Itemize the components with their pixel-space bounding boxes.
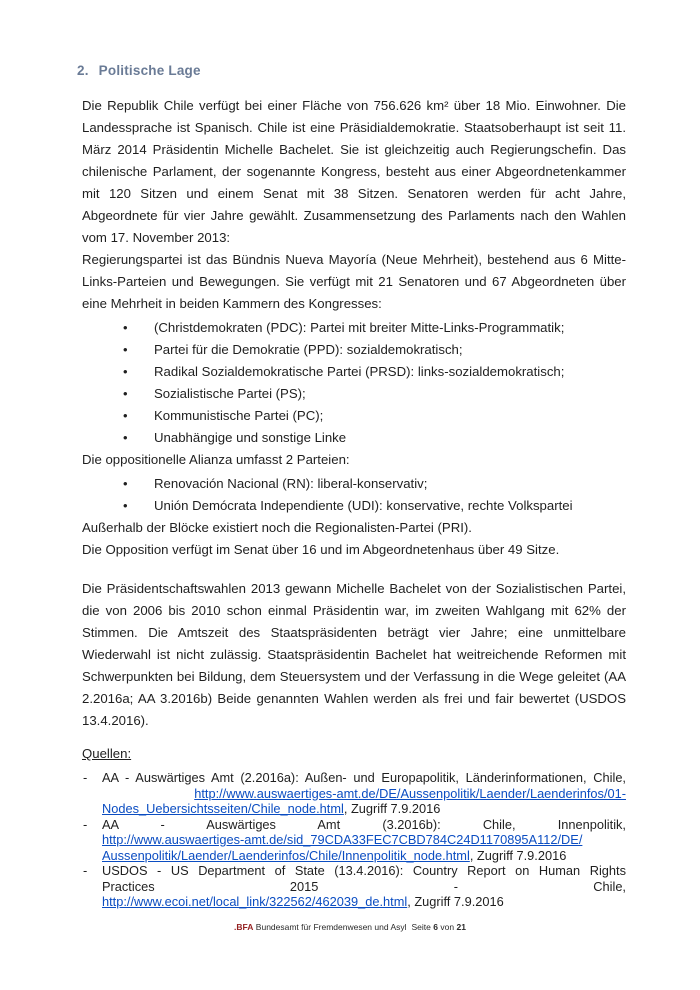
bullet-icon: • <box>123 476 128 491</box>
list-item <box>82 361 626 383</box>
source-entry <box>82 817 626 864</box>
footer-of-label: von <box>440 922 455 932</box>
source-link[interactable]: Nodes_Uebersichtsseiten/Chile_node.html <box>102 801 344 816</box>
footer-org-name: Bundesamt für Fremdenwesen und Asyl <box>255 922 407 932</box>
section-title: Politische Lage <box>98 63 201 78</box>
source-text: , Zugriff 7.9.2016 <box>343 801 441 816</box>
source-text-line <box>102 848 626 864</box>
source-link[interactable]: http://www.ecoi.net/local_link/322562/462039_de.html <box>102 894 408 909</box>
bullet-icon: • <box>123 342 128 357</box>
list-item <box>82 405 626 427</box>
majority-party-list <box>82 317 626 449</box>
page-footer <box>0 922 700 933</box>
source-text: , Zugriff 7.9.2016 <box>469 847 567 863</box>
footer-page-number: 6 <box>433 922 438 932</box>
source-link[interactable]: http://www.auswaertiges-amt.de/DE/Aussenpolitik/Laender/Laenderinfos/01- <box>194 785 626 801</box>
bullet-icon: • <box>123 430 128 445</box>
source-link[interactable]: Aussenpolitik/Laender/Laenderinfos/Chile/Innenpolitik_node.html <box>102 847 470 863</box>
source-body <box>102 863 626 910</box>
list-item-text: Kommunistische Partei (PC); <box>154 408 324 423</box>
source-text-line <box>102 863 626 879</box>
source-body <box>102 770 626 817</box>
bullet-icon: • <box>123 320 128 335</box>
source-text-line <box>102 786 626 802</box>
bfa-logo: .BFA <box>234 922 254 932</box>
dash-bullet: - <box>83 816 88 832</box>
bullet-icon: • <box>123 408 128 423</box>
list-item-text: Sozialistische Partei (PS); <box>154 386 306 401</box>
source-text-line <box>102 832 626 848</box>
list-item-text: Unabhängige und sonstige Linke <box>154 430 347 445</box>
list-item <box>82 339 626 361</box>
source-link[interactable]: http://www.auswaertiges-amt.de/sid_79CDA33FEC7CBD784C24D1170895A112/DE/ <box>102 832 583 847</box>
dash-bullet: - <box>83 863 88 878</box>
paragraph-government: Regierungspartei ist das Bündnis Nueva Mayoría (Neue Mehrheit), bestehend aus 6 Mitte-Links-Parteien und Bewegungen. Sie verfügt mit 21 Senatoren und 67 Abgeordneten über eine Mehrheit in beiden Kammern des Kongresses: <box>82 252 626 311</box>
list-item-text: Renovación Nacional (RN): liberal-konservativ; <box>154 476 428 491</box>
paragraph-opposition-intro: Die oppositionelle Alianza umfasst 2 Parteien: <box>82 452 350 467</box>
list-item <box>82 495 626 517</box>
list-item <box>82 317 626 339</box>
footer-page-label: Seite <box>411 922 431 932</box>
opposition-party-list <box>82 473 626 517</box>
list-item-text: Radikal Sozialdemokratische Partei (PRSD): links-sozialdemokratisch; <box>154 364 565 379</box>
source-entry <box>82 863 626 910</box>
paragraph-regional-party: Außerhalb der Blöcke existiert noch die Regionalisten-Partei (PRI). <box>82 520 472 535</box>
bullet-icon: • <box>123 498 128 513</box>
source-text: , Zugriff 7.9.2016 <box>407 894 504 909</box>
bullet-icon: • <box>123 386 128 401</box>
paragraph-opposition-seats: Die Opposition verfügt im Senat über 16 und im Abgeordnetenhaus über 49 Sitze. <box>82 542 560 557</box>
source-text-line <box>102 817 626 833</box>
section-heading <box>77 63 626 78</box>
source-text-line <box>102 894 626 910</box>
section-number: 2. <box>77 63 89 78</box>
list-item-text: (Christdemokraten (PDC): Partei mit breiter Mitte-Links-Programmatik; <box>154 320 565 335</box>
source-text: USDOS - US Department of State (13.4.2016): Country Report on Human Rights <box>102 863 626 878</box>
dash-bullet: - <box>83 770 88 785</box>
source-text: AA - Auswärtiges Amt (3.2016b): Chile, Innenpolitik, <box>102 816 626 832</box>
bullet-icon: • <box>123 364 128 379</box>
source-text: AA - Auswärtiges Amt (2.2016a): Außen- und Europapolitik, Länderinformationen, Chile, <box>102 770 626 785</box>
list-item <box>82 427 626 449</box>
list-item <box>82 473 626 495</box>
source-body <box>102 817 626 864</box>
paragraph-elections: Die Präsidentschaftswahlen 2013 gewann Michelle Bachelet von der Sozialistischen Partei, die von 2006 bis 2010 schon einmal Präsidentin war, im zweiten Wahlgang mit 62% der Stimmen. Die Amtszeit des Staatspräsidenten beträgt vier Jahre; eine unmittelbare Wiederwahl ist nicht zulässig. Staatspräsidentin Bachelet hat weitreichende Reformen mit Schwerpunkten bei Bildung, dem Steuersystem und der Verfassung in die Wege geleitet (AA 2.2016a; AA 3.2016b) Beide genannten Wahlen werden als frei und fair bewertet (USDOS 13.4.2016). <box>82 581 626 728</box>
source-text-line <box>102 879 626 895</box>
source-text-line <box>102 770 626 786</box>
sources-heading: Quellen: <box>82 746 132 761</box>
source-text: Practices 2015 - Chile, <box>102 878 626 894</box>
list-item <box>82 383 626 405</box>
source-text-line <box>102 801 626 817</box>
list-item-text: Partei für die Demokratie (PPD): sozialdemokratisch; <box>154 342 463 357</box>
list-item-text: Unión Demócrata Independiente (UDI): konservative, rechte Volkspartei <box>154 498 573 513</box>
page-content <box>77 0 626 910</box>
source-entry <box>82 770 626 817</box>
footer-page-total: 21 <box>456 922 466 932</box>
paragraph-intro: Die Republik Chile verfügt bei einer Fläche von 756.626 km² über 18 Mio. Einwohner. Die Landessprache ist Spanisch. Chile ist eine Präsidialdemokratie. Staatsoberhaupt ist seit 11. März 2014 Präsidentin Michelle Bachelet. Sie ist gleichzeitig auch Regierungschefin. Das chilenische Parlament, der sogenannte Kongress, besteht aus einer Abgeordnetenkammer mit 120 Sitzen und einem Senat mit 38 Sitzen. Senatoren werden für acht Jahre, Abgeordnete für vier Jahre gewählt. Zusammensetzung des Parlaments nach den Wahlen vom 17. November 2013: <box>82 98 626 245</box>
